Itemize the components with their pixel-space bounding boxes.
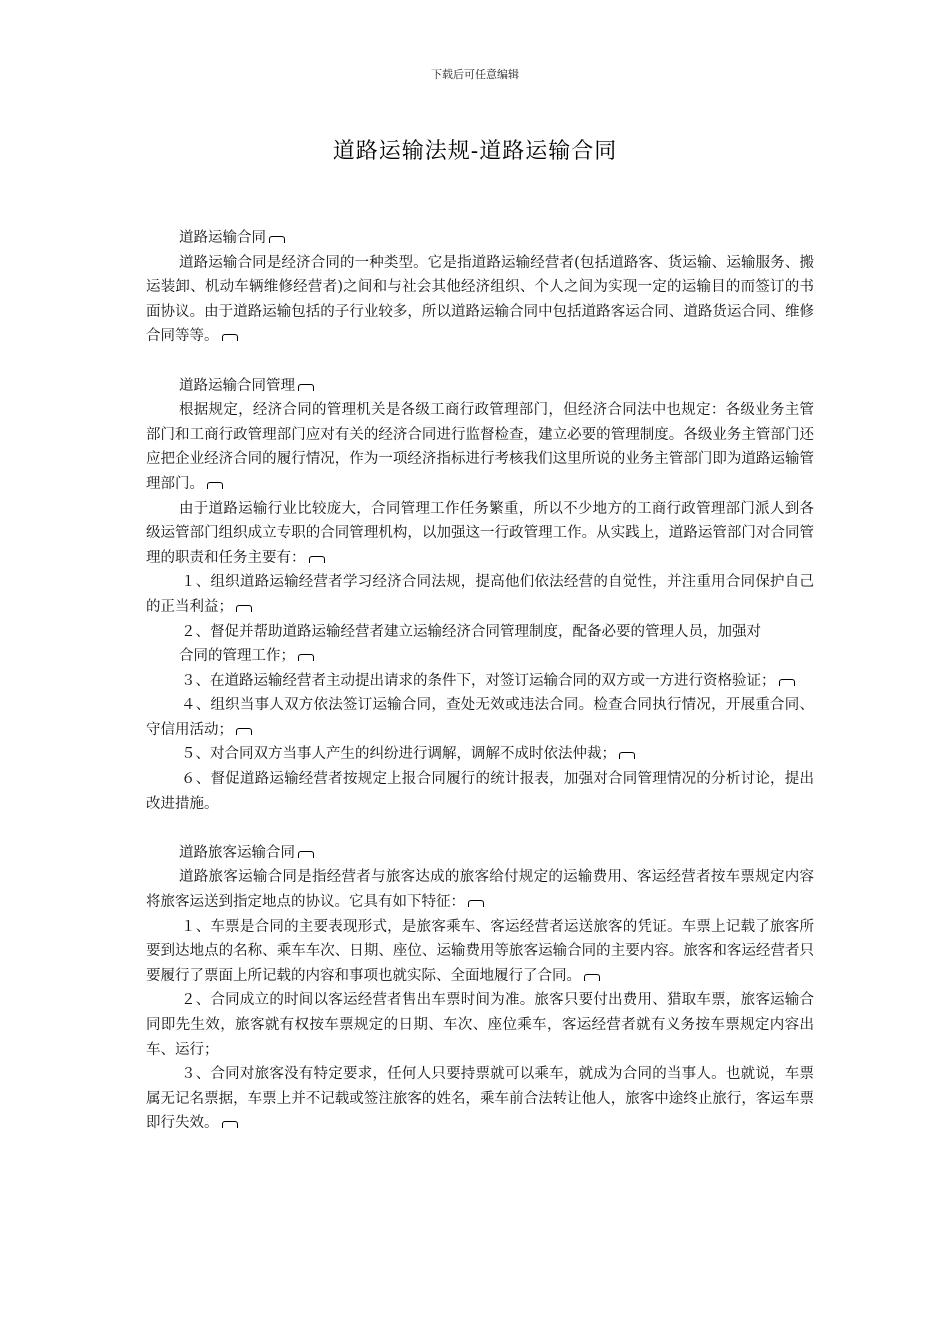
paragraph-mark-icon — [207, 482, 223, 489]
paragraph-mark-icon — [309, 556, 325, 563]
paragraph — [146, 915, 814, 989]
paragraph — [146, 841, 814, 866]
paragraph — [146, 865, 814, 914]
paragraph-mark-icon — [584, 974, 600, 981]
paragraph-text: 道路旅客运输合同 — [179, 844, 295, 861]
paragraph-text: ５、对合同双方当事人产生的纠纷进行调解，调解不成时依法仲裁； — [181, 746, 616, 763]
paragraph-text: 道路运输合同管理 — [179, 377, 295, 394]
paragraph — [146, 669, 814, 694]
paragraph-text: ６、督促道路运输经营者按规定上报合同履行的统计报表，加强对合同管理情况的分析讨论，提出改进措施。 — [146, 771, 814, 812]
paragraph-mark-icon — [298, 851, 314, 858]
paragraph-text: 合同的管理工作； — [179, 648, 295, 665]
paragraph — [146, 570, 814, 619]
paragraph — [146, 497, 814, 571]
paragraph — [146, 767, 814, 816]
paragraph-mark-icon — [236, 605, 252, 612]
paragraph-text: ３、合同对旅客没有特定要求，任何人只要持票就可以乘车，就成为合同的当事人。也就说，车票属无记名票据，车票上并不记载或签注旅客的姓名，乘车前合法转让他人，旅客中途终止旅行，客运车票即行失效。 — [146, 1066, 814, 1132]
paragraph-text: 道路运输合同 — [179, 230, 266, 246]
paragraph — [146, 644, 814, 669]
paragraph-spacer — [146, 349, 814, 374]
paragraph — [146, 226, 814, 251]
paragraph-text: 由于道路运输行业比较庞大，合同管理工作任务繁重，所以不少地方的工商行政管理部门派人到各级运管部门组织成立专职的合同管理机构，以加强这一行政管理工作。从实践上，道路运管部门对合同管理的职责和任务主要有： — [146, 500, 814, 566]
paragraph — [146, 742, 814, 767]
paragraph-mark-icon — [236, 728, 252, 735]
paragraph — [146, 620, 814, 645]
paragraph-text: 道路旅客运输合同是指经营者与旅客达成的旅客给付规定的运输费用、客运经营者按车票规定内容将旅客运送到指定地点的协议。它具有如下特征： — [146, 869, 814, 911]
paragraph-mark-icon — [269, 236, 285, 243]
paragraph — [146, 374, 814, 399]
paragraph — [146, 988, 814, 1062]
paragraph-mark-icon — [468, 900, 484, 907]
document-title: 道路运输法规-道路运输合同 — [332, 139, 618, 164]
paragraph-mark-icon — [222, 1121, 238, 1128]
paragraph-text: ４、组织当事人双方依法签订运输合同，查处无效或违法合同。检查合同执行情况，开展重合同、守信用活动； — [146, 697, 814, 738]
paragraph-mark-icon — [222, 334, 238, 341]
paragraph-spacer — [146, 816, 814, 841]
paragraph-text: 根据规定，经济合同的管理机关是各级工商行政管理部门，但经济合同法中也规定：各级业务主管部门和工商行政管理部门应对有关的经济合同进行监督检查，建立必要的管理制度。各级业务主管部门还应把企业经济合同的履行情况，作为一项经济指标进行考核我们这里所说的业务主管部门即为道路运输管理部门。 — [146, 402, 814, 492]
paragraph-mark-icon — [298, 654, 314, 661]
paragraph-text: １、组织道路运输经营者学习经济合同法规，提高他们依法经营的自觉性，并注重用合同保护自己的正当利益； — [146, 574, 814, 615]
paragraph-text: ３、在道路运输经营者主动提出请求的条件下，对签订运输合同的双方或一方进行资格验证； — [181, 672, 776, 689]
page-header-note: 下载后可任意编辑 — [431, 68, 519, 81]
paragraph-mark-icon — [619, 752, 635, 759]
document-body — [146, 226, 814, 1136]
paragraph-text: ２、合同成立的时间以客运经营者售出车票时间为准。旅客只要付出费用、猎取车票，旅客运输合同即先生效，旅客就有权按车票规定的日期、车次、座位乘车，客运经营者就有义务按车票规定内容出车、运行； — [146, 992, 814, 1058]
paragraph — [146, 398, 814, 496]
paragraph-mark-icon — [298, 384, 314, 391]
paragraph-text: ２、督促并帮助道路运输经营者建立运输经济合同管理制度，配备必要的管理人员，加强对 — [181, 623, 761, 640]
paragraph — [146, 251, 814, 349]
paragraph — [146, 1062, 814, 1136]
paragraph-mark-icon — [779, 679, 795, 686]
paragraph-text: 道路运输合同是经济合同的一种类型。它是指道路运输经营者(包括道路客、货运输、运输服务、搬运装卸、机动车辆维修经营者)之间和与社会其他经济组织、个人之间为实现一定的运输目的而签订的书面协议。由于道路运输包括的子行业较多，所以道路运输合同中包括道路客运合同、道路货运合同、维修合同等等。 — [146, 254, 814, 345]
paragraph — [146, 693, 814, 742]
paragraph-text: １、车票是合同的主要表现形式，是旅客乘车、客运经营者运送旅客的凭证。车票上记载了旅客所要到达地点的名称、乘车车次、日期、座位、运输费用等旅客运输合同的主要内容。旅客和客运经营者只要履行了票面上所记载的内容和事项也就实际、全面地履行了合同。 — [146, 918, 814, 984]
